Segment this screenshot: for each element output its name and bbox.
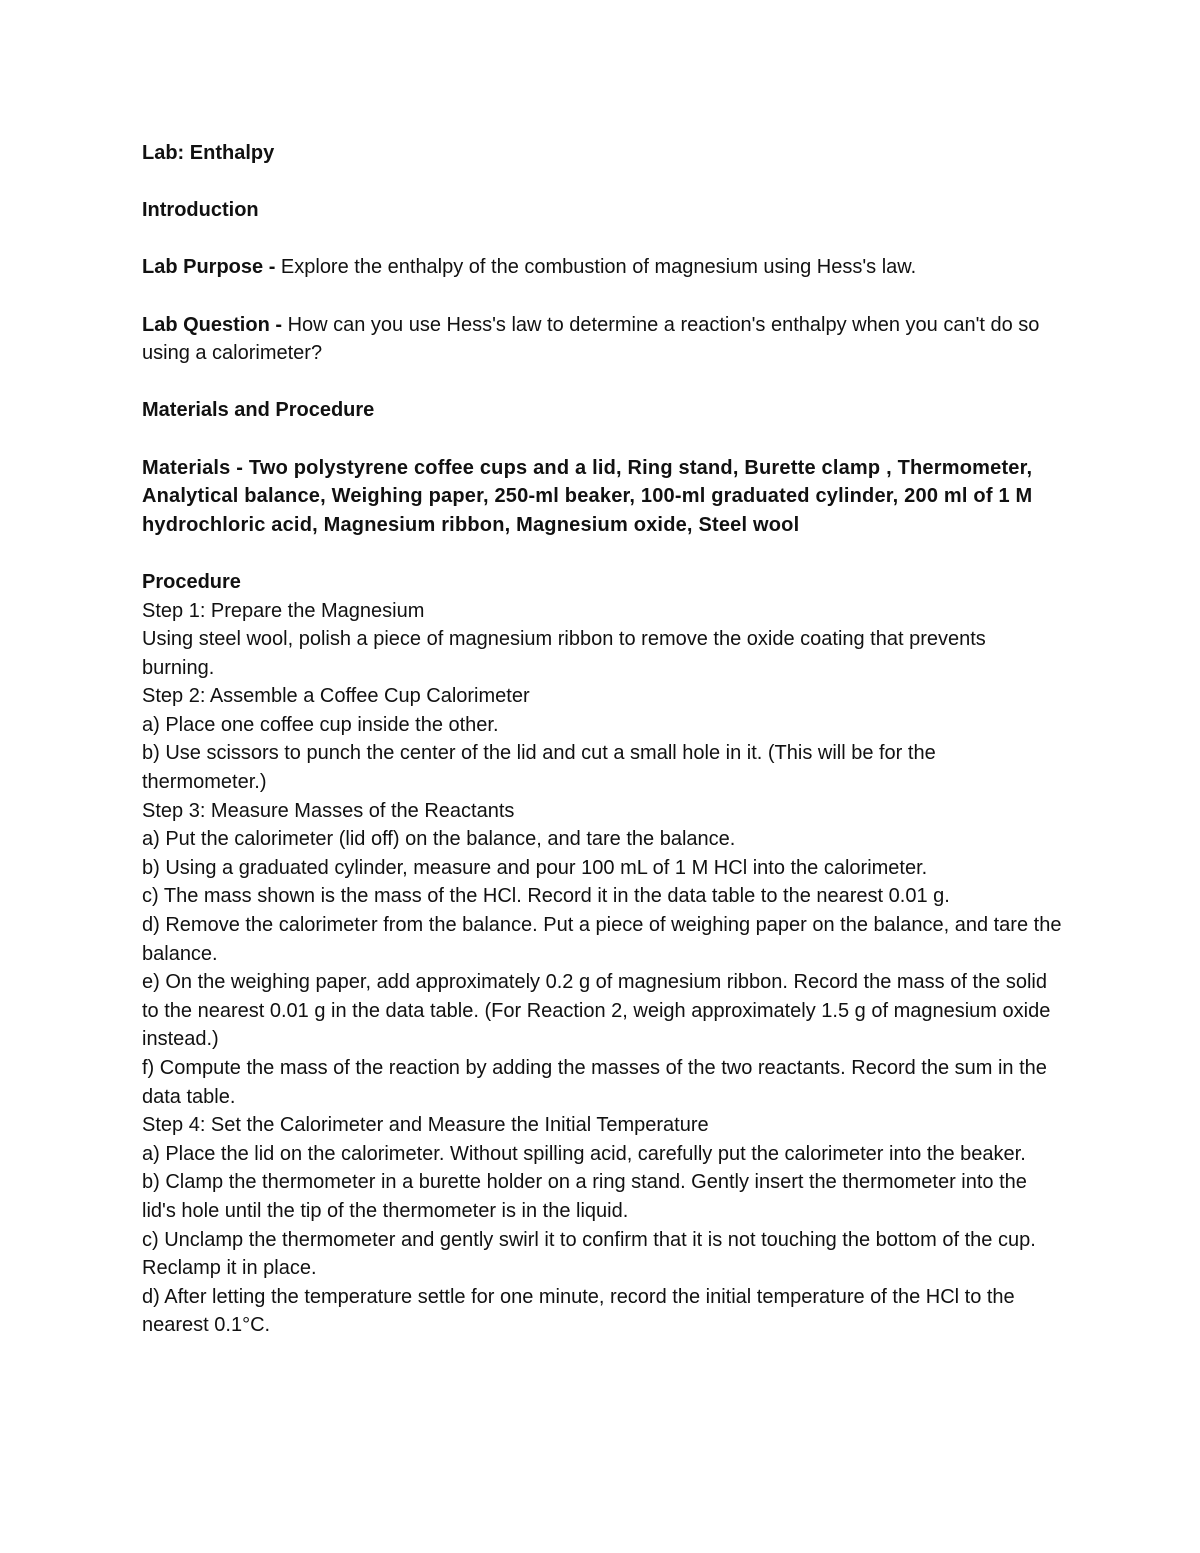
procedure-line: f) Compute the mass of the reaction by adding the masses of the two reactants. Record the sum in the data table. — [142, 1057, 1047, 1108]
materials-text: Two polystyrene coffee cups and a lid, Ring stand, Burette clamp , Thermometer, Analytical balance, Weighing paper, 250-ml beaker, 100-ml graduated cylinder, 200 ml of 1 M hydrochloric acid, Magnesium ribbon, Magnesium oxide, Steel wool — [142, 456, 1033, 536]
procedure-line: d) Remove the calorimeter from the balance. Put a piece of weighing paper on the balance, and tare the balance. — [142, 914, 1062, 965]
procedure-line: b) Clamp the thermometer in a burette holder on a ring stand. Gently insert the thermometer into the lid's hole until the tip of the thermometer is in the liquid. — [142, 1171, 1027, 1222]
procedure-line: Using steel wool, polish a piece of magnesium ribbon to remove the oxide coating that prevents burning. — [142, 628, 986, 679]
procedure-line: Step 1: Prepare the Magnesium — [142, 599, 425, 622]
procedure-line: c) The mass shown is the mass of the HCl. Record it in the data table to the nearest 0.01 g. — [142, 885, 950, 908]
procedure-line: b) Use scissors to punch the center of the lid and cut a small hole in it. (This will be for the thermometer.) — [142, 742, 936, 794]
procedure-heading: Procedure — [142, 570, 241, 593]
introduction-heading: Introduction — [142, 199, 259, 222]
page-title: Lab: Enthalpy — [142, 142, 275, 164]
procedure-line: c) Unclamp the thermometer and gently swirl it to confirm that it is not touching the bottom of the cup. Reclamp it in place. — [142, 1228, 1036, 1280]
materials-procedure-heading: Materials and Procedure — [142, 399, 375, 422]
procedure-line: a) Put the calorimeter (lid off) on the balance, and tare the balance. — [142, 828, 736, 851]
lab-question-text: How can you use Hess's law to determine a reaction's enthalpy when you can't do so using a calorimeter? — [142, 313, 1040, 365]
procedure-line: Step 4: Set the Calorimeter and Measure the Initial Temperature — [142, 1114, 709, 1137]
lab-question-label: Lab Question - — [142, 313, 288, 336]
procedure-line: Step 3: Measure Masses of the Reactants — [142, 799, 515, 822]
materials-label: Materials - — [142, 456, 249, 479]
lab-question — [142, 311, 1062, 368]
procedure-line: e) On the weighing paper, add approximately 0.2 g of magnesium ribbon. Record the mass of the solid to the nearest 0.01 g in the data table. (For Reaction 2, weigh approximately 1.5 g of magnesium oxide instead.) — [142, 971, 1051, 1051]
materials-list — [142, 454, 1062, 540]
procedure-line: b) Using a graduated cylinder, measure and pour 100 mL of 1 M HCl into the calorimeter. — [142, 856, 928, 879]
procedure-line: a) Place one coffee cup inside the other. — [142, 713, 499, 736]
procedure-line: Step 2: Assemble a Coffee Cup Calorimeter — [142, 685, 530, 708]
procedure-line: d) After letting the temperature settle for one minute, record the initial temperature of the HCl to the nearest 0.1°C. — [142, 1285, 1015, 1337]
procedure-line: a) Place the lid on the calorimeter. Without spilling acid, carefully put the calorimeter into the beaker. — [142, 1142, 1026, 1165]
document-page — [142, 139, 1062, 1340]
lab-purpose-label: Lab Purpose - — [142, 256, 281, 279]
lab-purpose — [142, 253, 1062, 282]
lab-purpose-text: Explore the enthalpy of the combustion of magnesium using Hess's law. — [280, 256, 917, 279]
